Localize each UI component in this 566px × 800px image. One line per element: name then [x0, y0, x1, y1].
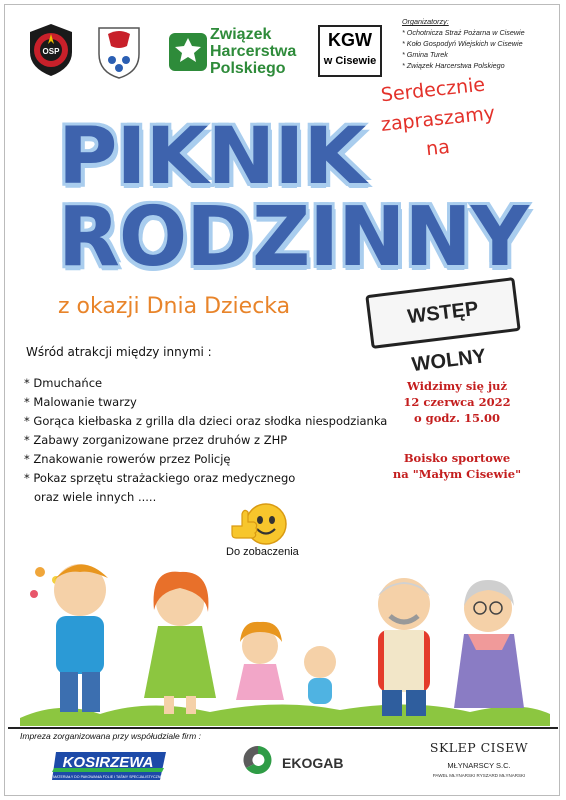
kosirzewa-tagline: MATERIAŁY DO PAKOWANIA FOLIE I TAŚMY SPECJALISTYCZNE — [53, 775, 163, 779]
organizers-heading: Organizatorzy: — [402, 17, 449, 26]
gmina-crest-logo — [94, 24, 144, 80]
zhp-logo — [168, 28, 298, 76]
info-time: o godz. 15.00 — [414, 411, 500, 425]
event-info — [376, 378, 538, 482]
list-item: * Pokaz sprzętu strażackiego oraz medycznego — [24, 471, 296, 485]
occasion-subtitle: z okazji Dnia Dziecka — [58, 294, 291, 319]
osp-logo — [26, 22, 76, 78]
smiley-thumbs-up-icon — [228, 500, 290, 548]
organizer-item: * Związek Harcerstwa Polskiego — [402, 61, 505, 70]
sklep-cisew-logo — [420, 740, 538, 788]
organizer-item: * Koło Gospodyń Wiejskich w Cisewie — [402, 39, 523, 48]
list-item: * Znakowanie rowerów przez Policję — [24, 452, 231, 466]
family-illustration — [20, 550, 550, 726]
ekogab-logo — [240, 742, 360, 782]
sklep-owners-names: PAWEŁ MŁYNARSKI RYSZARD MŁYNARSKI — [432, 773, 526, 778]
attractions-intro: Wśród atrakcji między innymi : — [26, 345, 212, 359]
title-line-2: RODZINNY — [58, 190, 528, 285]
osp-text: OSP — [42, 47, 60, 56]
sklep-owner: MŁYNARSCY S.C. — [447, 761, 511, 770]
farewell-text: Do zobaczenia — [226, 546, 299, 558]
list-item: oraz wiele innych ..... — [34, 490, 157, 504]
kosirzewa-logo — [52, 748, 170, 784]
organizer-item: * Gmina Turek — [402, 50, 448, 59]
kosirzewa-name: KOSIRZEWA — [62, 754, 154, 771]
attractions-list — [24, 374, 387, 507]
zhp-name: Związek Harcerstwa Polskiego — [210, 26, 297, 77]
kgw-subtitle: w Cisewie — [323, 55, 377, 67]
sklep-name: SKLEP CISEW — [429, 740, 529, 755]
title-line-1: PIKNIK — [58, 112, 366, 202]
list-item: * Dmuchańce — [24, 376, 103, 390]
list-item: * Zabawy zorganizowane przez druhów z ZHP — [24, 433, 288, 447]
list-item: * Gorąca kiełbaska z grilla dla dzieci oraz słodka niespodzianka — [24, 414, 388, 428]
kgw-title: KGW — [328, 30, 372, 50]
kgw-logo — [318, 25, 382, 77]
list-item: * Malowanie twarzy — [24, 395, 137, 409]
info-line: Widzimy się już — [406, 379, 508, 393]
sponsors-label: Impreza zorganizowana przy współudziale firm : — [20, 731, 201, 741]
ekogab-name: EKOGAB — [282, 755, 344, 771]
info-venue: Boisko sportowe — [403, 451, 511, 465]
invite-text: Serdecznie zapraszamy na — [379, 73, 496, 161]
info-venue-name: na "Małym Cisewie" — [392, 467, 522, 481]
footer-divider — [8, 727, 558, 729]
free-entry-stamp: WSTĘP WOLNY — [365, 277, 520, 349]
info-date: 12 czerwca 2022 — [403, 395, 511, 409]
organizers-list — [402, 16, 552, 71]
organizer-item: * Ochotnicza Straż Pożarna w Cisewie — [402, 28, 525, 37]
